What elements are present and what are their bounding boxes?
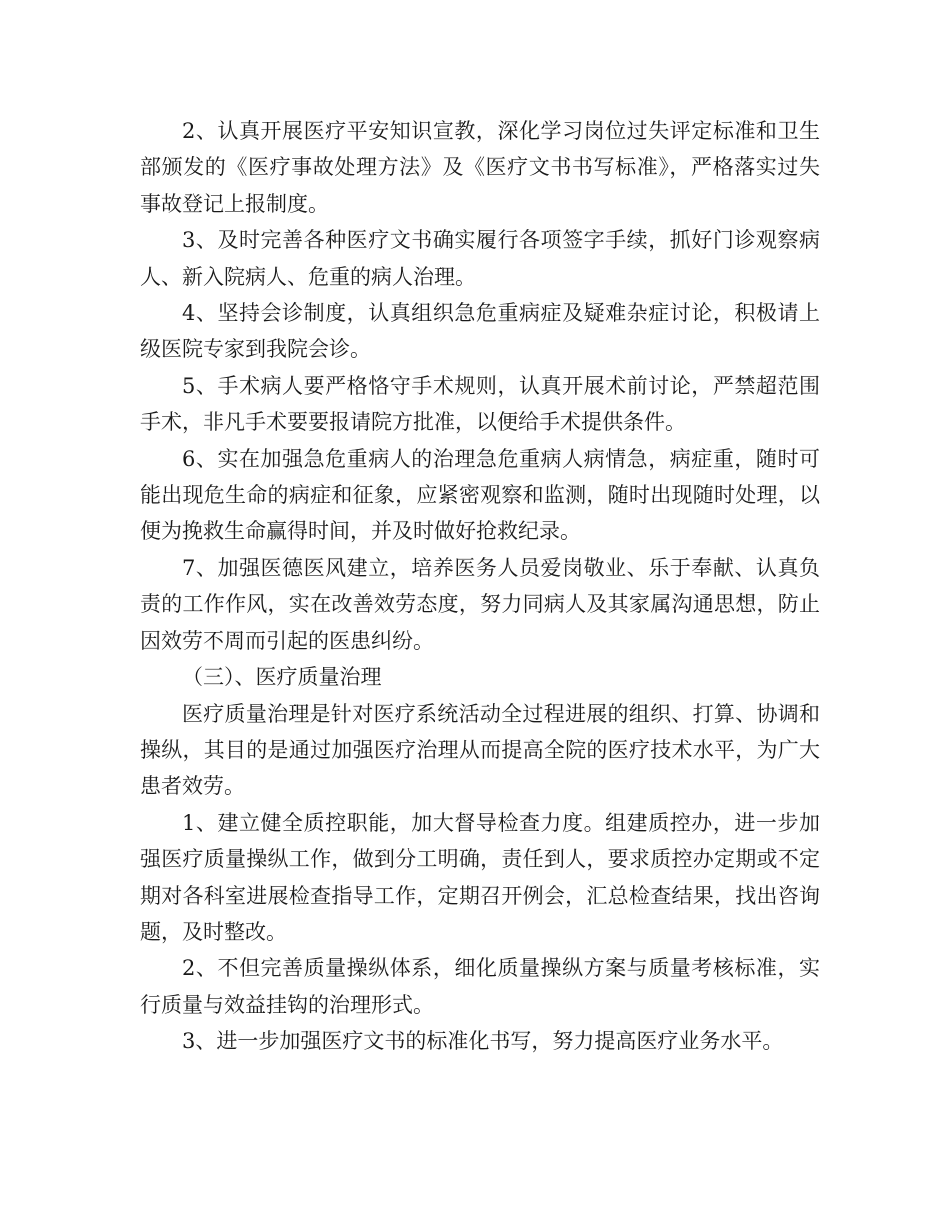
quality-item-1: 1、建立健全质控职能，加大督导检查力度。组建质控办，进一步加强医疗质量操纵工作，做到分工明确，责任到人，要求质控办定期或不定期对各科室进展检查指导工作，定期召开例会，汇总检查结果，找出咨询题，及时整改。 [140, 810, 820, 944]
paragraph-item-5: 5、手术病人要严格恪守手术规则，认真开展术前讨论，严禁超范围手术，非凡手术要要报请院方批准，以便给手术提供条件。 [140, 373, 820, 435]
paragraph-item-7: 7、加强医德医风建立，培养医务人员爱岗敬业、乐于奉献、认真负责的工作作风，实在改善效劳态度，努力同病人及其家属沟通思想，防止因效劳不周而引起的医患纠纷。 [140, 555, 820, 653]
paragraph-item-6: 6、实在加强急危重病人的治理急危重病人病情急，病症重，随时可能出现危生命的病症和征象，应紧密观察和监测，随时出现随时处理，以便为挽救生命赢得时间，并及时做好抢救纪录。 [140, 446, 820, 544]
document-body [140, 113, 820, 1060]
quality-item-3: 3、进一步加强医疗文书的标准化书写，努力提高医疗业务水平。 [182, 1029, 784, 1054]
paragraph-item-2: 2、认真开展医疗平安知识宣教，深化学习岗位过失评定标准和卫生部颁发的《医疗事故处理方法》及《医疗文书书写标准》，严格落实过失事故登记上报制度。 [140, 119, 820, 216]
paragraph-item-4: 4、坚持会诊制度，认真组织急危重病症及疑难杂症讨论，积极请上级医院专家到我院会诊。 [140, 301, 820, 362]
quality-item-2: 2、不但完善质量操纵体系，细化质量操纵方案与质量考核标准，实行质量与效益挂钩的治理形式。 [140, 956, 820, 1017]
paragraph-item-3: 3、及时完善各种医疗文书确实履行各项签字手续，抓好门诊观察病人、新入院病人、危重的病人治理。 [140, 228, 820, 289]
section-intro-paragraph: 医疗质量治理是针对医疗系统活动全过程进展的组织、打算、协调和操纵，其目的是通过加强医疗治理从而提高全院的医疗技术水平，为广大患者效劳。 [140, 701, 820, 799]
section-heading: （三）、医疗质量治理 [182, 665, 382, 690]
